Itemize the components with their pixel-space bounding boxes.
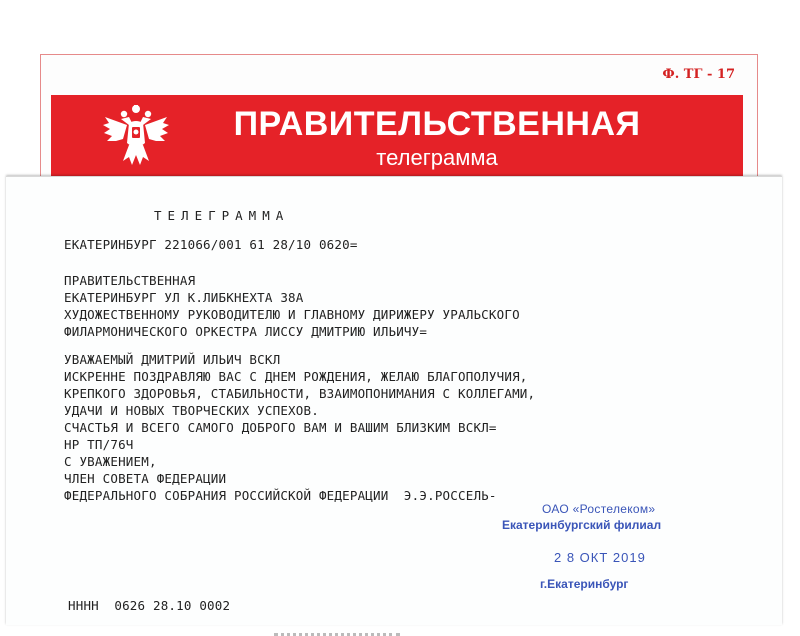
stamp-org: ОАО «Ростелеком» (542, 502, 656, 516)
body-line: ИСКРЕННЕ ПОЗДРАВЛЯЮ ВАС С ДНЕМ РОЖДЕНИЯ, ЖЕЛАЮ БЛАГОПОЛУЧИЯ, (64, 369, 528, 384)
address-line: ЕКАТЕРИНБУРГ УЛ К.ЛИБКНЕХТА 38А (64, 290, 304, 305)
telegram-heading: ТЕЛЕГРАММА (154, 208, 290, 223)
address-line: ХУДОЖЕСТВЕННОМУ РУКОВОДИТЕЛЮ И ГЛАВНОМУ ДИРИЖЕРУ УРАЛЬСКОГО (64, 307, 520, 322)
signature-line: ФЕДЕРАЛЬНОГО СОБРАНИЯ РОССИЙСКОЙ ФЕДЕРАЦИИ Э.Э.РОССЕЛЬ- (64, 488, 497, 503)
body-line: УДАЧИ И НОВЫХ ТВОРЧЕСКИХ УСПЕХОВ. (64, 403, 319, 418)
body-line: С УВАЖЕНИЕМ, (64, 454, 157, 469)
body-line: УВАЖАЕМЫЙ ДМИТРИЙ ИЛЬИЧ ВСКЛ (64, 352, 281, 367)
stamp-branch: Екатеринбургский филиал (502, 518, 662, 532)
form-code: Ф. ТГ - 17 (662, 67, 735, 82)
stamp-city: г.Екатеринбург (540, 577, 629, 591)
origin-line: ЕКАТЕРИНБУРГ 221066/001 61 28/10 0620= (64, 237, 358, 252)
telegram-tape (6, 176, 782, 625)
banner-title: ПРАВИТЕЛЬСТВЕННАЯ (233, 105, 641, 143)
banner-subtitle: телеграмма (376, 145, 498, 170)
body-line: НР ТП/76Ч (64, 437, 134, 452)
body-line: КРЕПКОГО ЗДОРОВЬЯ, СТАБИЛЬНОСТИ, ВЗАИМОПОНИМАНИЯ С КОЛЛЕГАМИ, (64, 386, 536, 401)
footer-line: НННН 0626 28.10 0002 (68, 598, 231, 613)
stamp-date: 2 8 ОКТ 2019 (554, 550, 646, 565)
government-banner (51, 95, 743, 177)
address-line: ФИЛАРМОНИЧЕСКОГО ОРКЕСТРА ЛИССУ ДМИТРИЮ ИЛЬИЧУ= (64, 324, 428, 339)
category-line: ПРАВИТЕЛЬСТВЕННАЯ (64, 273, 196, 288)
body-line: СЧАСТЬЯ И ВСЕГО САМОГО ДОБРОГО ВАМ И ВАШИМ БЛИЗКИМ ВСКЛ= (64, 420, 497, 435)
body-line: ЧЛЕН СОВЕТА ФЕДЕРАЦИИ (64, 471, 227, 486)
